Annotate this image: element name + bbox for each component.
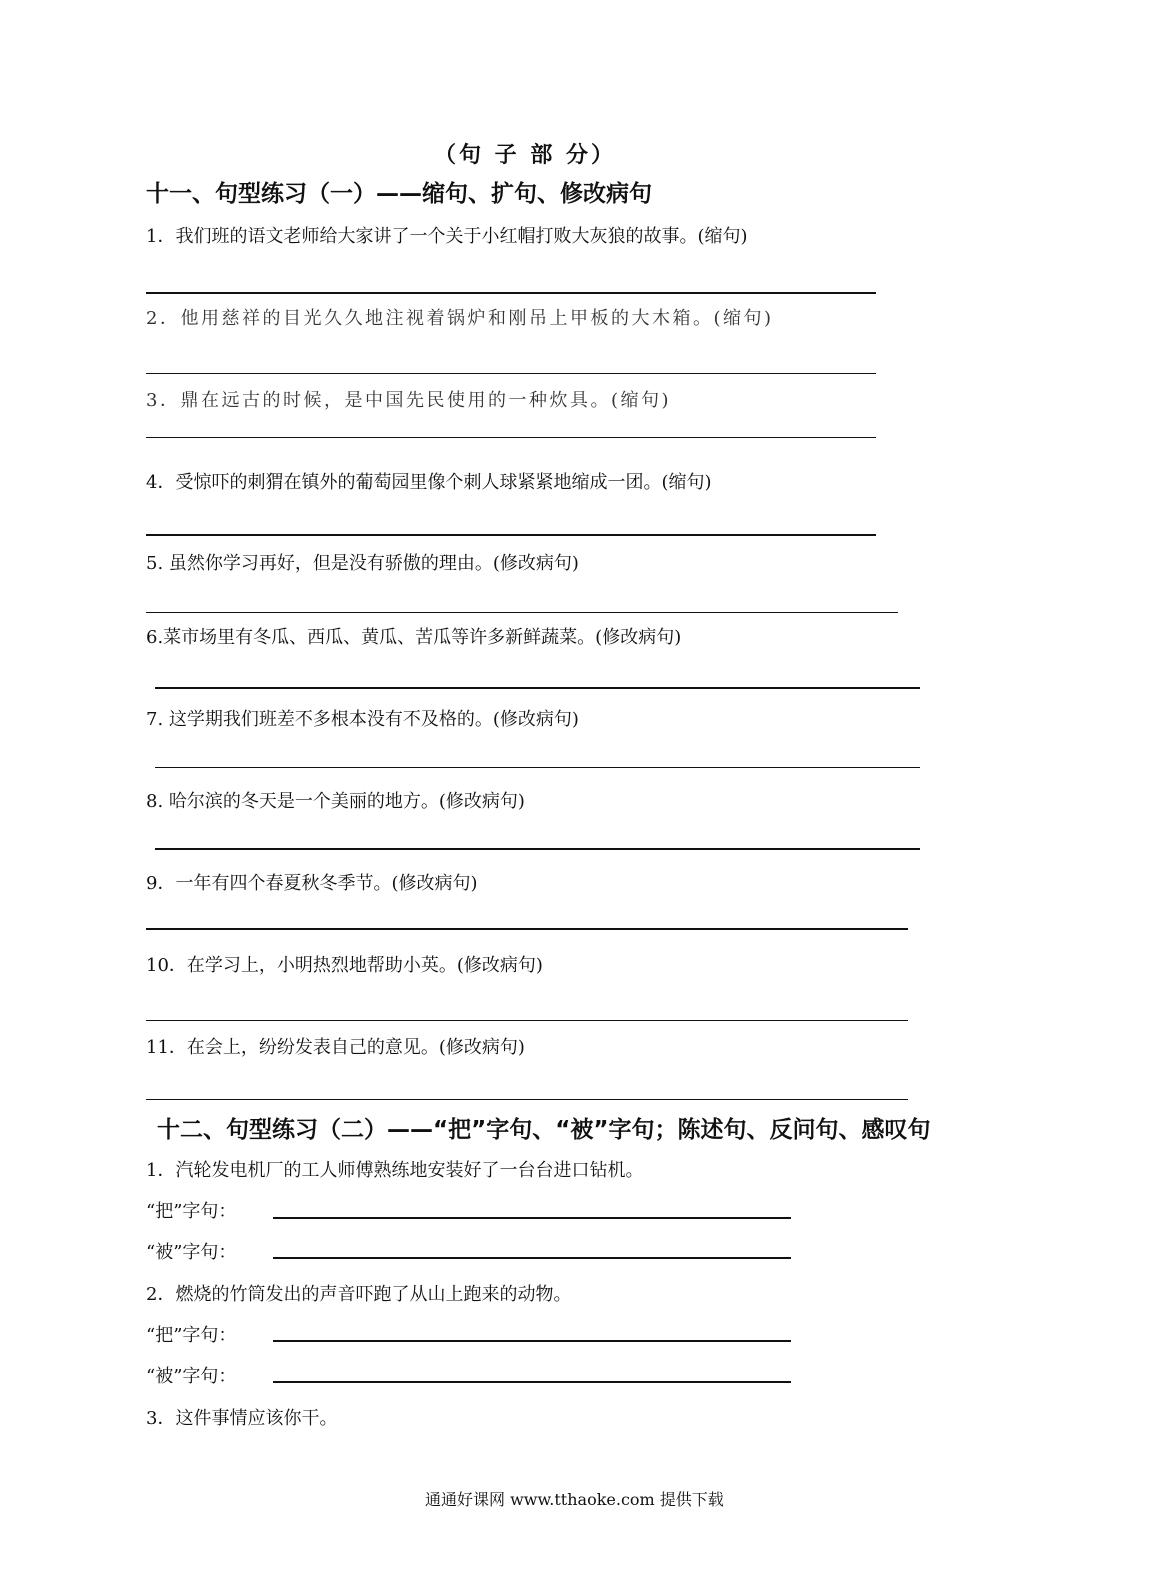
ba-sentence-label: “把”字句：	[146, 1325, 237, 1346]
question-11-3: 3．鼎在远古的时候，是中国先民使用的一种炊具。(缩句)	[146, 390, 671, 411]
question-12-2: 2．燃烧的竹筒发出的声音吓跑了从山上跑来的动物。	[146, 1284, 572, 1305]
bei-sentence-label: “被”字句：	[146, 1366, 237, 1387]
answer-line-11-5	[146, 612, 898, 613]
question-11-1: 1．我们班的语文老师给大家讲了一个关于小红帽打败大灰狼的故事。(缩句)	[146, 226, 748, 247]
ba-sentence-label: “把”字句：	[146, 1201, 237, 1222]
question-11-9: 9．一年有四个春夏秋冬季节。(修改病句)	[146, 873, 478, 894]
question-12-1: 1．汽轮发电机厂的工人师傅熟练地安装好了一台台进口钻机。	[146, 1160, 644, 1181]
question-11-6: 6.菜市场里有冬瓜、西瓜、黄瓜、苦瓜等许多新鲜蔬菜。(修改病句)	[146, 627, 682, 648]
question-11-8: 8. 哈尔滨的冬天是一个美丽的地方。(修改病句)	[146, 791, 525, 812]
answer-line-11-8	[155, 848, 920, 850]
answer-line-11-1	[146, 292, 876, 294]
answer-line-11-3	[146, 437, 876, 438]
answer-line-11-11	[146, 1099, 908, 1100]
bei-answer-line-1	[273, 1257, 791, 1259]
question-11-7: 7. 这学期我们班差不多根本没有不及格的。(修改病句)	[146, 709, 579, 730]
bei-answer-line-2	[273, 1381, 791, 1383]
part-title: （句 子 部 分）	[434, 143, 616, 168]
bei-sentence-label: “被”字句：	[146, 1242, 237, 1263]
ba-answer-line-1	[273, 1217, 791, 1219]
section-12-title: 十二、句型练习（二）——“把”字句、“被”字句；陈述句、反问句、感叹句	[157, 1117, 931, 1143]
question-11-10: 10．在学习上，小明热烈地帮助小英。(修改病句)	[146, 955, 543, 976]
question-11-2: 2．他用慈祥的目光久久地注视着锅炉和刚吊上甲板的大木箱。(缩句)	[146, 308, 774, 329]
answer-line-11-7	[155, 767, 920, 768]
section-11-title: 十一、句型练习（一）——缩句、扩句、修改病句	[146, 181, 652, 207]
question-11-5: 5. 虽然你学习再好，但是没有骄傲的理由。(修改病句)	[146, 553, 579, 574]
footer: 通通好课网 www.tthaoke.com 提供下载	[425, 1490, 724, 1509]
question-11-4: 4．受惊吓的刺猬在镇外的葡萄园里像个刺人球紧紧地缩成一团。(缩句)	[146, 472, 712, 493]
answer-line-11-6	[155, 687, 920, 689]
answer-line-11-10	[146, 1020, 908, 1021]
question-11-11: 11．在会上，纷纷发表自己的意见。(修改病句)	[146, 1037, 525, 1058]
answer-line-11-2	[146, 373, 876, 374]
ba-answer-line-2	[273, 1340, 791, 1342]
answer-line-11-4	[146, 534, 876, 536]
answer-line-11-9	[146, 928, 908, 930]
question-12-3: 3．这件事情应该你干。	[146, 1408, 338, 1429]
